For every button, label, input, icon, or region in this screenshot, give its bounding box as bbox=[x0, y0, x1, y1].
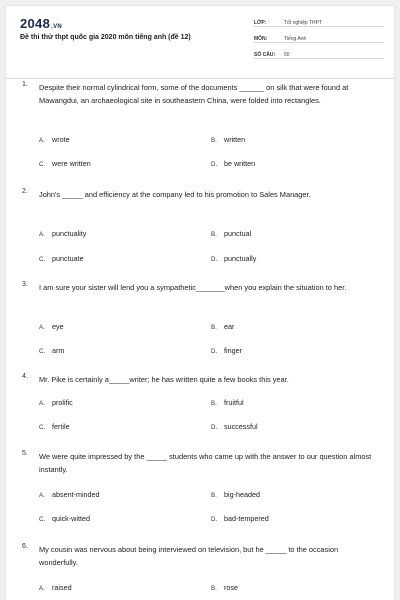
option-letter: C. bbox=[39, 256, 46, 263]
site-logo[interactable] bbox=[20, 16, 62, 31]
option-a[interactable] bbox=[39, 583, 72, 592]
option-a[interactable] bbox=[39, 398, 73, 407]
option-letter: D. bbox=[211, 348, 218, 355]
question-number: 5. bbox=[22, 450, 28, 457]
option-b[interactable] bbox=[211, 322, 234, 331]
meta-value: 50 bbox=[284, 52, 290, 58]
option-b[interactable] bbox=[211, 398, 244, 407]
option-text: raised bbox=[52, 583, 72, 592]
option-text: big-headed bbox=[224, 490, 260, 499]
option-d[interactable] bbox=[211, 159, 255, 168]
meta-label: MÔN: bbox=[254, 36, 268, 42]
option-text: punctual bbox=[224, 229, 252, 238]
option-a[interactable] bbox=[39, 322, 64, 331]
option-text: wrote bbox=[52, 135, 70, 144]
question-text: My cousin was nervous about being interviewed on television, but he _____ to the occasion wonderfully. bbox=[39, 545, 339, 567]
option-letter: B. bbox=[211, 137, 217, 144]
option-letter: A. bbox=[39, 492, 45, 499]
option-text: punctually bbox=[224, 254, 257, 263]
option-text: fruitful bbox=[224, 398, 244, 407]
exam-sheet bbox=[6, 6, 394, 600]
option-text: rose bbox=[224, 583, 238, 592]
question-text: Despite their normal cylindrical form, some of the documents ______ on silk that were found at Mawangdui, an archaeological site in southeastern China, were folded into rectangles. bbox=[39, 83, 349, 105]
option-a[interactable] bbox=[39, 135, 70, 144]
option-text: written bbox=[224, 135, 246, 144]
question-text: We were quite impressed by the _____ students who came up with the answer to our question almost instantly. bbox=[39, 452, 372, 474]
option-letter: B. bbox=[211, 492, 217, 499]
option-b[interactable] bbox=[211, 135, 245, 144]
option-d[interactable] bbox=[211, 422, 258, 431]
option-letter: D. bbox=[211, 516, 218, 523]
option-c[interactable] bbox=[39, 159, 91, 168]
option-text: successful bbox=[224, 422, 258, 431]
option-text: bad-tempered bbox=[224, 514, 269, 523]
question-number: 6. bbox=[22, 543, 28, 550]
option-letter: A. bbox=[39, 400, 45, 407]
question-number: 2. bbox=[22, 188, 28, 195]
option-letter: C. bbox=[39, 348, 46, 355]
option-b[interactable] bbox=[211, 490, 260, 499]
meta-row-subject bbox=[254, 30, 384, 43]
question-text: John's _____ and efficiency at the company led to his promotion to Sales Manager. bbox=[39, 190, 311, 199]
option-letter: A. bbox=[39, 585, 45, 592]
option-letter: C. bbox=[39, 424, 46, 431]
option-letter: D. bbox=[211, 256, 218, 263]
option-c[interactable] bbox=[39, 254, 84, 263]
option-d[interactable] bbox=[211, 514, 269, 523]
option-c[interactable] bbox=[39, 346, 64, 355]
option-text: fertile bbox=[52, 422, 70, 431]
option-text: eye bbox=[52, 322, 64, 331]
logo-suffix: .VN bbox=[51, 24, 63, 30]
option-letter: A. bbox=[39, 137, 45, 144]
option-d[interactable] bbox=[211, 254, 256, 263]
meta-label: LỚP: bbox=[254, 20, 267, 26]
option-c[interactable] bbox=[39, 514, 90, 523]
option-text: punctuate bbox=[52, 254, 84, 263]
option-letter: A. bbox=[39, 324, 45, 331]
option-letter: C. bbox=[39, 161, 46, 168]
option-a[interactable] bbox=[39, 229, 86, 238]
option-letter: D. bbox=[211, 161, 218, 168]
header bbox=[6, 6, 394, 76]
option-letter: B. bbox=[211, 585, 217, 592]
option-text: ear bbox=[224, 322, 235, 331]
option-letter: A. bbox=[39, 231, 45, 238]
meta-label: SỐ CÂU: bbox=[254, 52, 276, 58]
exam-meta bbox=[254, 14, 384, 62]
option-text: finger bbox=[224, 346, 242, 355]
option-text: were written bbox=[52, 159, 91, 168]
option-letter: B. bbox=[211, 231, 217, 238]
option-b[interactable] bbox=[211, 583, 238, 592]
option-a[interactable] bbox=[39, 490, 100, 499]
meta-value: Tốt nghiệp THPT bbox=[284, 20, 322, 26]
option-letter: B. bbox=[211, 400, 217, 407]
logo-text: 2048 bbox=[20, 16, 51, 31]
option-text: quick-witted bbox=[52, 514, 90, 523]
question-number: 1. bbox=[22, 81, 28, 88]
meta-row-count bbox=[254, 46, 384, 59]
question-number: 4. bbox=[22, 373, 28, 380]
option-text: arm bbox=[52, 346, 65, 355]
meta-row-class bbox=[254, 14, 384, 27]
option-text: punctuality bbox=[52, 229, 87, 238]
option-text: absent-minded bbox=[52, 490, 100, 499]
option-letter: B. bbox=[211, 324, 217, 331]
option-letter: C. bbox=[39, 516, 46, 523]
meta-value: Tiếng Anh bbox=[284, 36, 307, 42]
option-d[interactable] bbox=[211, 346, 242, 355]
option-text: prolific bbox=[52, 398, 73, 407]
document-title: Đề thi thử thpt quốc gia 2020 môn tiếng anh (đề 12) bbox=[20, 34, 191, 41]
option-text: be written bbox=[224, 159, 256, 168]
option-letter: D. bbox=[211, 424, 218, 431]
question-number: 3. bbox=[22, 281, 28, 288]
option-c[interactable] bbox=[39, 422, 70, 431]
header-divider bbox=[6, 78, 394, 79]
question-text: I am sure your sister will lend you a sympathetic_______when you explain the situation to her. bbox=[39, 283, 347, 292]
question-text: Mr. Pike is certainly a_____writer; he has written quite a few books this year. bbox=[39, 375, 289, 384]
option-b[interactable] bbox=[211, 229, 251, 238]
